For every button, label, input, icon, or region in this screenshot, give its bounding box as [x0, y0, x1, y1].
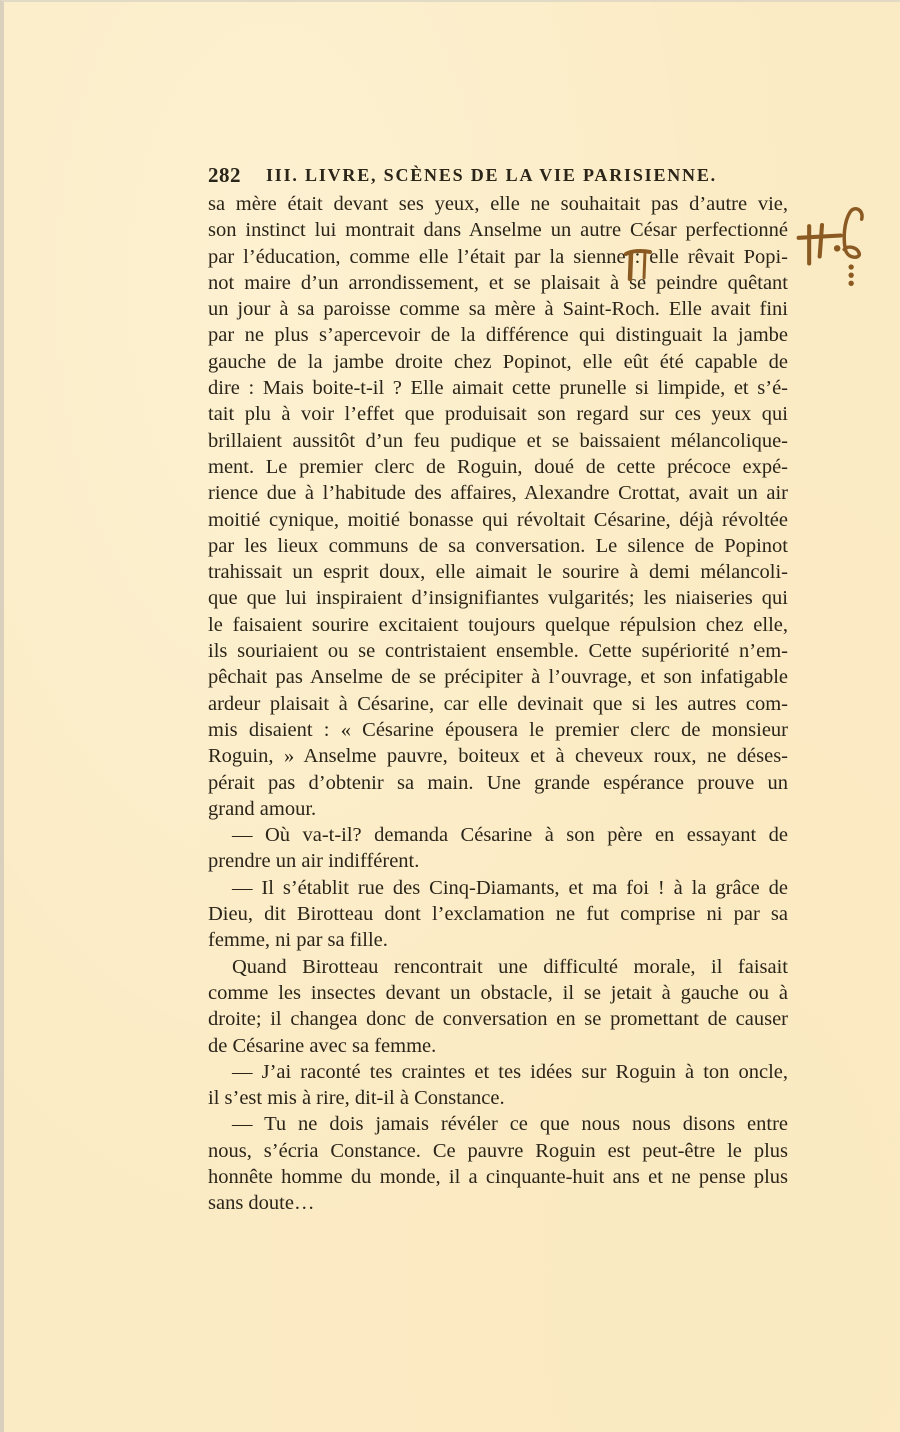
text-line: ment. Le premier clerc de Roguin, doué de cette précoce expé-: [208, 455, 788, 478]
text-line: — Il s’établit rue des Cinq-Diamants, et ma foi ! à la grâce de: [232, 876, 788, 899]
text-line: par l’éducation, comme elle l’était par la sienne : elle rêvait Popi-: [208, 245, 788, 268]
text-line: dire : Mais boite-t-il ? Elle aimait cette prunelle si limpide, et s’é-: [208, 377, 788, 400]
text-line: not maire d’un arrondissement, et se plaisait à se peindre quêtant: [208, 271, 788, 294]
body-text: [208, 191, 788, 1217]
text-line: — Où va-t-il? demanda Césarine à son père en essayant de: [232, 824, 788, 847]
text-line: — Tu ne dois jamais révéler ce que nous nous disons entre: [232, 1113, 788, 1136]
text-line: — J’ai raconté tes craintes et tes idées sur Roguin à ton oncle,: [232, 1060, 788, 1083]
text-line: son instinct lui montrait dans Anselme un autre César perfectionné: [208, 219, 788, 242]
running-head: [208, 162, 788, 188]
text-line: Quand Birotteau rencontrait une difficulté morale, il faisait: [232, 955, 788, 978]
text-line: de Césarine avec sa femme.: [208, 1034, 437, 1057]
text-line: le faisaient sourire excitaient toujours quelque répulsion chez elle,: [208, 613, 788, 636]
text-line: droite; il changea donc de conversation en se promettant de causer: [208, 1008, 788, 1031]
page-number: 282: [208, 163, 241, 187]
text-line: grand amour.: [208, 797, 317, 820]
text-line: pêchait pas Anselme de se précipiter à l’ouvrage, et son infatigable: [208, 666, 788, 689]
text-line: par les lieux communs de sa conversation. Le silence de Popinot: [208, 534, 788, 557]
text-line: ardeur plaisait à Césarine, car elle devinait que si les autres com-: [208, 692, 788, 715]
paragraph-break-mark-icon: [623, 248, 653, 282]
running-title: III. LIVRE, SCÈNES DE LA VIE PARISIENNE.: [266, 165, 717, 185]
text-line: prendre un air indifférent.: [208, 850, 420, 873]
text-line: mis disaient : « Césarine épousera le premier clerc de monsieur: [208, 718, 788, 741]
margin-proof-mark-icon: [794, 202, 864, 297]
text-line: par ne plus s’apercevoir de la différence qui distinguait la jambe: [208, 324, 788, 347]
text-line: brillaient aussitôt d’un feu pudique et se baissaient mélancolique-: [208, 429, 788, 452]
text-line: pérait pas d’obtenir sa main. Une grande espérance prouve un: [208, 771, 788, 794]
text-line: femme, ni par sa fille.: [208, 929, 388, 952]
text-line: rience due à l’habitude des affaires, Alexandre Crottat, avait un air: [208, 482, 788, 505]
text-line: honnête homme du monde, il a cinquante-huit ans et ne pense plus: [208, 1165, 788, 1188]
text-line: que que lui inspiraient d’insignifiantes vulgarités; les niaiseries qui: [208, 587, 788, 610]
text-line: trahissait un esprit doux, elle aimait le sourire à demi mélancoli-: [208, 561, 788, 584]
text-line: Roguin, » Anselme pauvre, boiteux et à cheveux roux, ne déses-: [208, 745, 788, 768]
text-line: tait plu à voir l’effet que produisait son regard sur ces yeux qui: [208, 403, 788, 426]
text-line: il s’est mis à rire, dit-il à Constance.: [208, 1087, 505, 1110]
text-line: ils souriaient ou se contristaient ensemble. Cette supériorité n’em-: [208, 640, 788, 663]
text-line: gauche de la jambe droite chez Popinot, elle eût été capable de: [208, 350, 788, 373]
text-line: sa mère était devant ses yeux, elle ne souhaitait pas d’autre vie,: [208, 193, 788, 215]
text-line: Dieu, dit Birotteau dont l’exclamation ne fut comprise ni par sa: [208, 903, 788, 926]
text-line: nous, s’écria Constance. Ce pauvre Roguin est peut-être le plus: [208, 1139, 788, 1162]
text-line: un jour à sa paroisse comme sa mère à Saint-Roch. Elle avait fini: [208, 298, 788, 321]
text-line: comme les insectes devant un obstacle, il se jetait à gauche ou à: [208, 981, 788, 1004]
text-line: sans doute…: [208, 1192, 315, 1215]
text-line: moitié cynique, moitié bonasse qui révoltait Césarine, déjà révoltée: [208, 508, 788, 531]
